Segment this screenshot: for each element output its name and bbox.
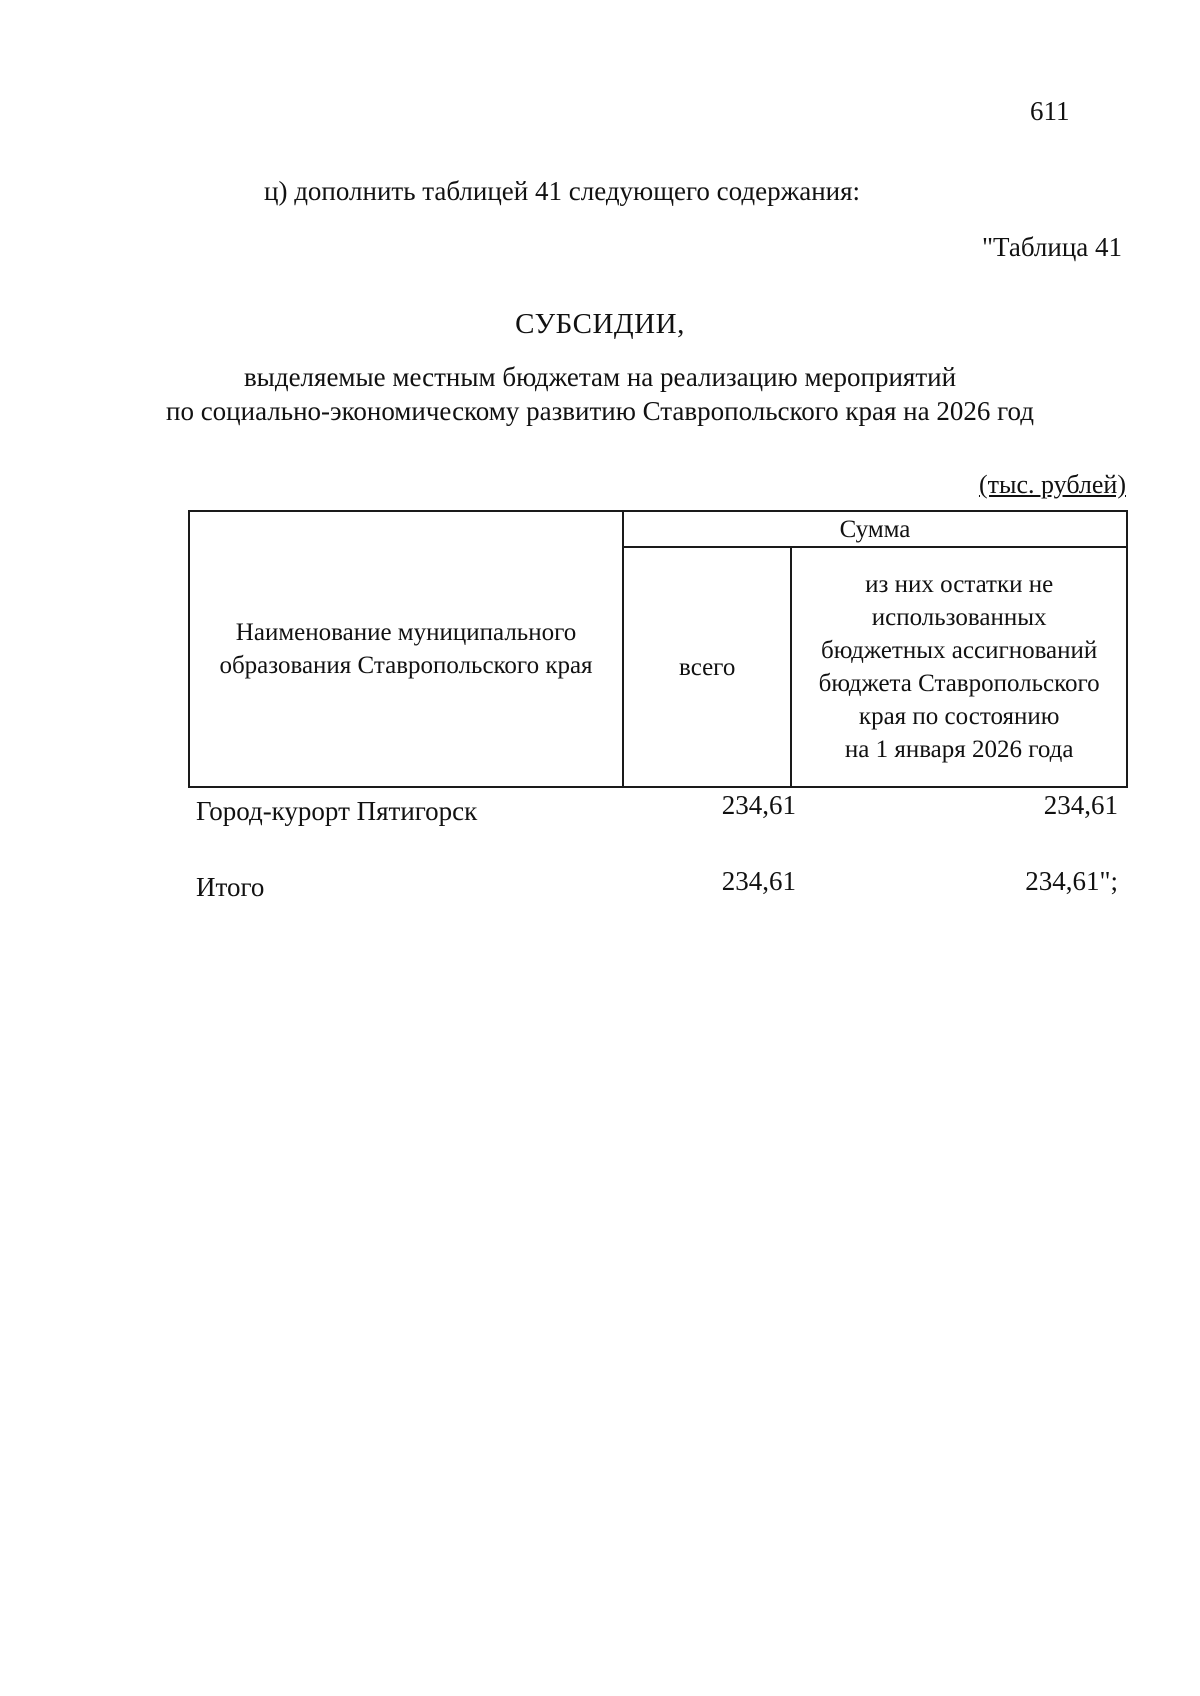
table-caption: "Таблица 41	[982, 232, 1122, 262]
amendment-text: ц) дополнить таблицей 41 следующего содержания:	[264, 176, 861, 206]
header-rest-line: на 1 января 2026 года	[844, 736, 1074, 763]
table-header	[188, 510, 1128, 788]
header-name-line: образования Ставропольского края	[219, 652, 593, 679]
page-number: 611	[1030, 96, 1070, 126]
header-rest-line: бюджета Ставропольского	[818, 670, 1100, 697]
header-rest-line: из них остатки не	[865, 571, 1054, 598]
header-rest-line: бюджетных ассигнований	[821, 637, 1098, 664]
document-title: СУБСИДИИ,	[515, 308, 685, 340]
document-subtitle	[0, 360, 1200, 428]
header-rest-line: использованных	[871, 604, 1047, 631]
subtitle-line: выделяемые местным бюджетам на реализацию мероприятий	[243, 362, 957, 392]
table-row-rest: 234,61	[1043, 790, 1118, 820]
table-row-total: 234,61	[721, 790, 796, 820]
table-row-total: 234,61	[721, 866, 796, 896]
header-total-cell: всего	[623, 547, 791, 787]
table-row-name: Итого	[196, 872, 265, 902]
header-rest-line: края по состоянию	[858, 703, 1060, 730]
header-sum-cell: Сумма	[623, 511, 1127, 547]
table-row-rest: 234,61";	[1025, 866, 1118, 896]
table-row-name: Город-курорт Пятигорск	[196, 796, 478, 826]
header-rest-cell	[791, 547, 1127, 787]
units-label: (тыс. рублей)	[978, 470, 1126, 499]
subtitle-line: по социально-экономическому развитию Ставропольского края на 2026 год	[166, 396, 1034, 426]
header-name-cell	[189, 511, 623, 787]
header-name-line: Наименование муниципального	[235, 619, 577, 646]
